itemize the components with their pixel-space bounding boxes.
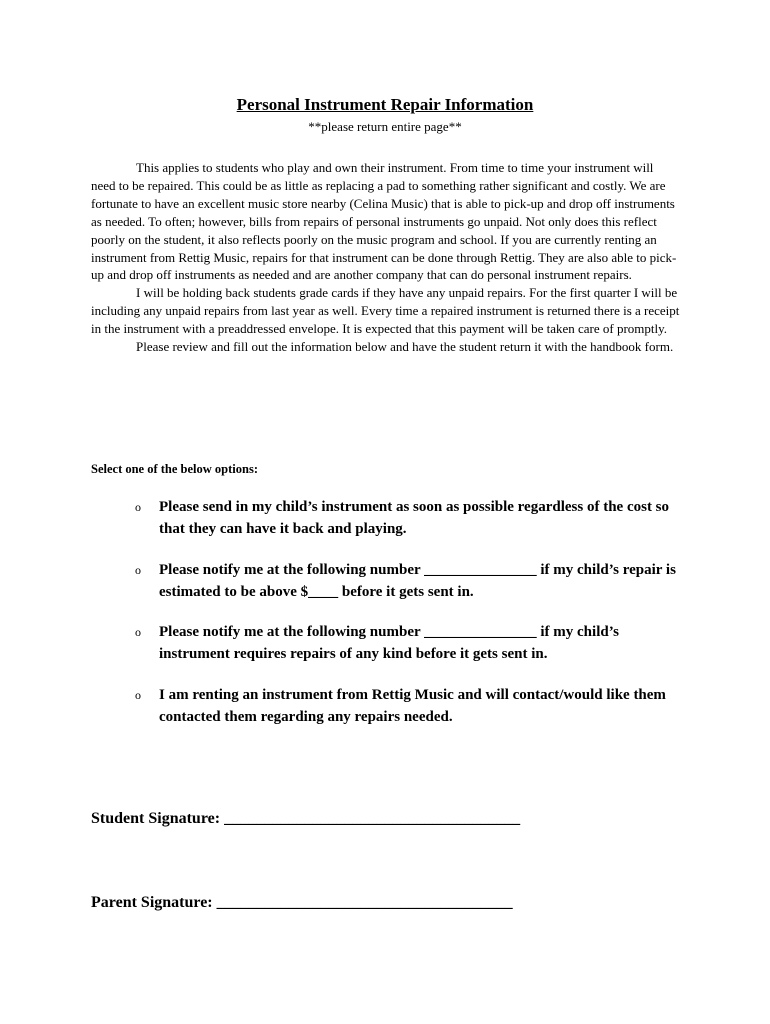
body-text: [91, 159, 681, 356]
option-label: Please notify me at the following number _______________ if my child’s repair is estimated to be above $____ before it gets sent in.: [159, 562, 676, 600]
option-renting-rettig[interactable]: [91, 685, 691, 728]
paragraph-instructions: Please review and fill out the information below and have the student return it with the handbook form.: [136, 339, 674, 355]
option-label: Please send in my child’s instrument as soon as possible regardless of the cost so that they can have it back and playing.: [159, 499, 670, 537]
option-notify-estimate[interactable]: [91, 560, 691, 603]
option-label: I am renting an instrument from Rettig Music and will contact/would like them contacted them regarding any repairs needed.: [159, 687, 666, 725]
paragraph-grade-cards: I will be holding back students grade cards if they have any unpaid repairs. For the first quarter I will be including any unpaid repairs from last year as well. Every time a repaired instrument is returned there is a receipt in the instrument with a preaddressed envelope. It is expected that this payment will be taken care of promptly.: [91, 285, 680, 337]
option-radio-icon[interactable]: o: [135, 563, 141, 577]
option-radio-icon[interactable]: o: [135, 625, 141, 639]
parent-signature-field[interactable]: Parent Signature: _____________________________________: [91, 894, 513, 911]
paragraph-intro: This applies to students who play and own their instrument. From time to time your instrument will need to be repaired. This could be as little as replacing a pad to something rather significant and costly. We are fortunate to have an excellent music store nearby (Celina Music) that is able to pick-up and drop off instruments as needed. To often; however, bills from repairs of personal instruments go unpaid. Not only does this reflect poorly on the student, it also reflects poorly on the music program and school. If you are currently renting an instrument from Rettig Music, repairs for that instrument can be done through Rettig. They are also able to pick-up and drop off instruments as needed and are another company that can do personal instrument repairs.: [91, 160, 677, 283]
option-label: Please notify me at the following number _______________ if my child’s instrument requires repairs of any kind before it gets sent in.: [159, 624, 619, 662]
page-title: [0, 95, 770, 115]
page-subtitle: **please return entire page**: [308, 119, 462, 134]
option-notify-any-repair[interactable]: [91, 622, 691, 665]
option-radio-icon[interactable]: o: [135, 500, 141, 514]
option-send-in[interactable]: [91, 497, 691, 540]
page-title-text: Personal Instrument Repair Information: [236, 95, 534, 114]
option-radio-icon[interactable]: o: [135, 688, 141, 702]
options-heading: Select one of the below options:: [91, 462, 258, 476]
student-signature-field[interactable]: Student Signature: _____________________________________: [91, 810, 521, 827]
